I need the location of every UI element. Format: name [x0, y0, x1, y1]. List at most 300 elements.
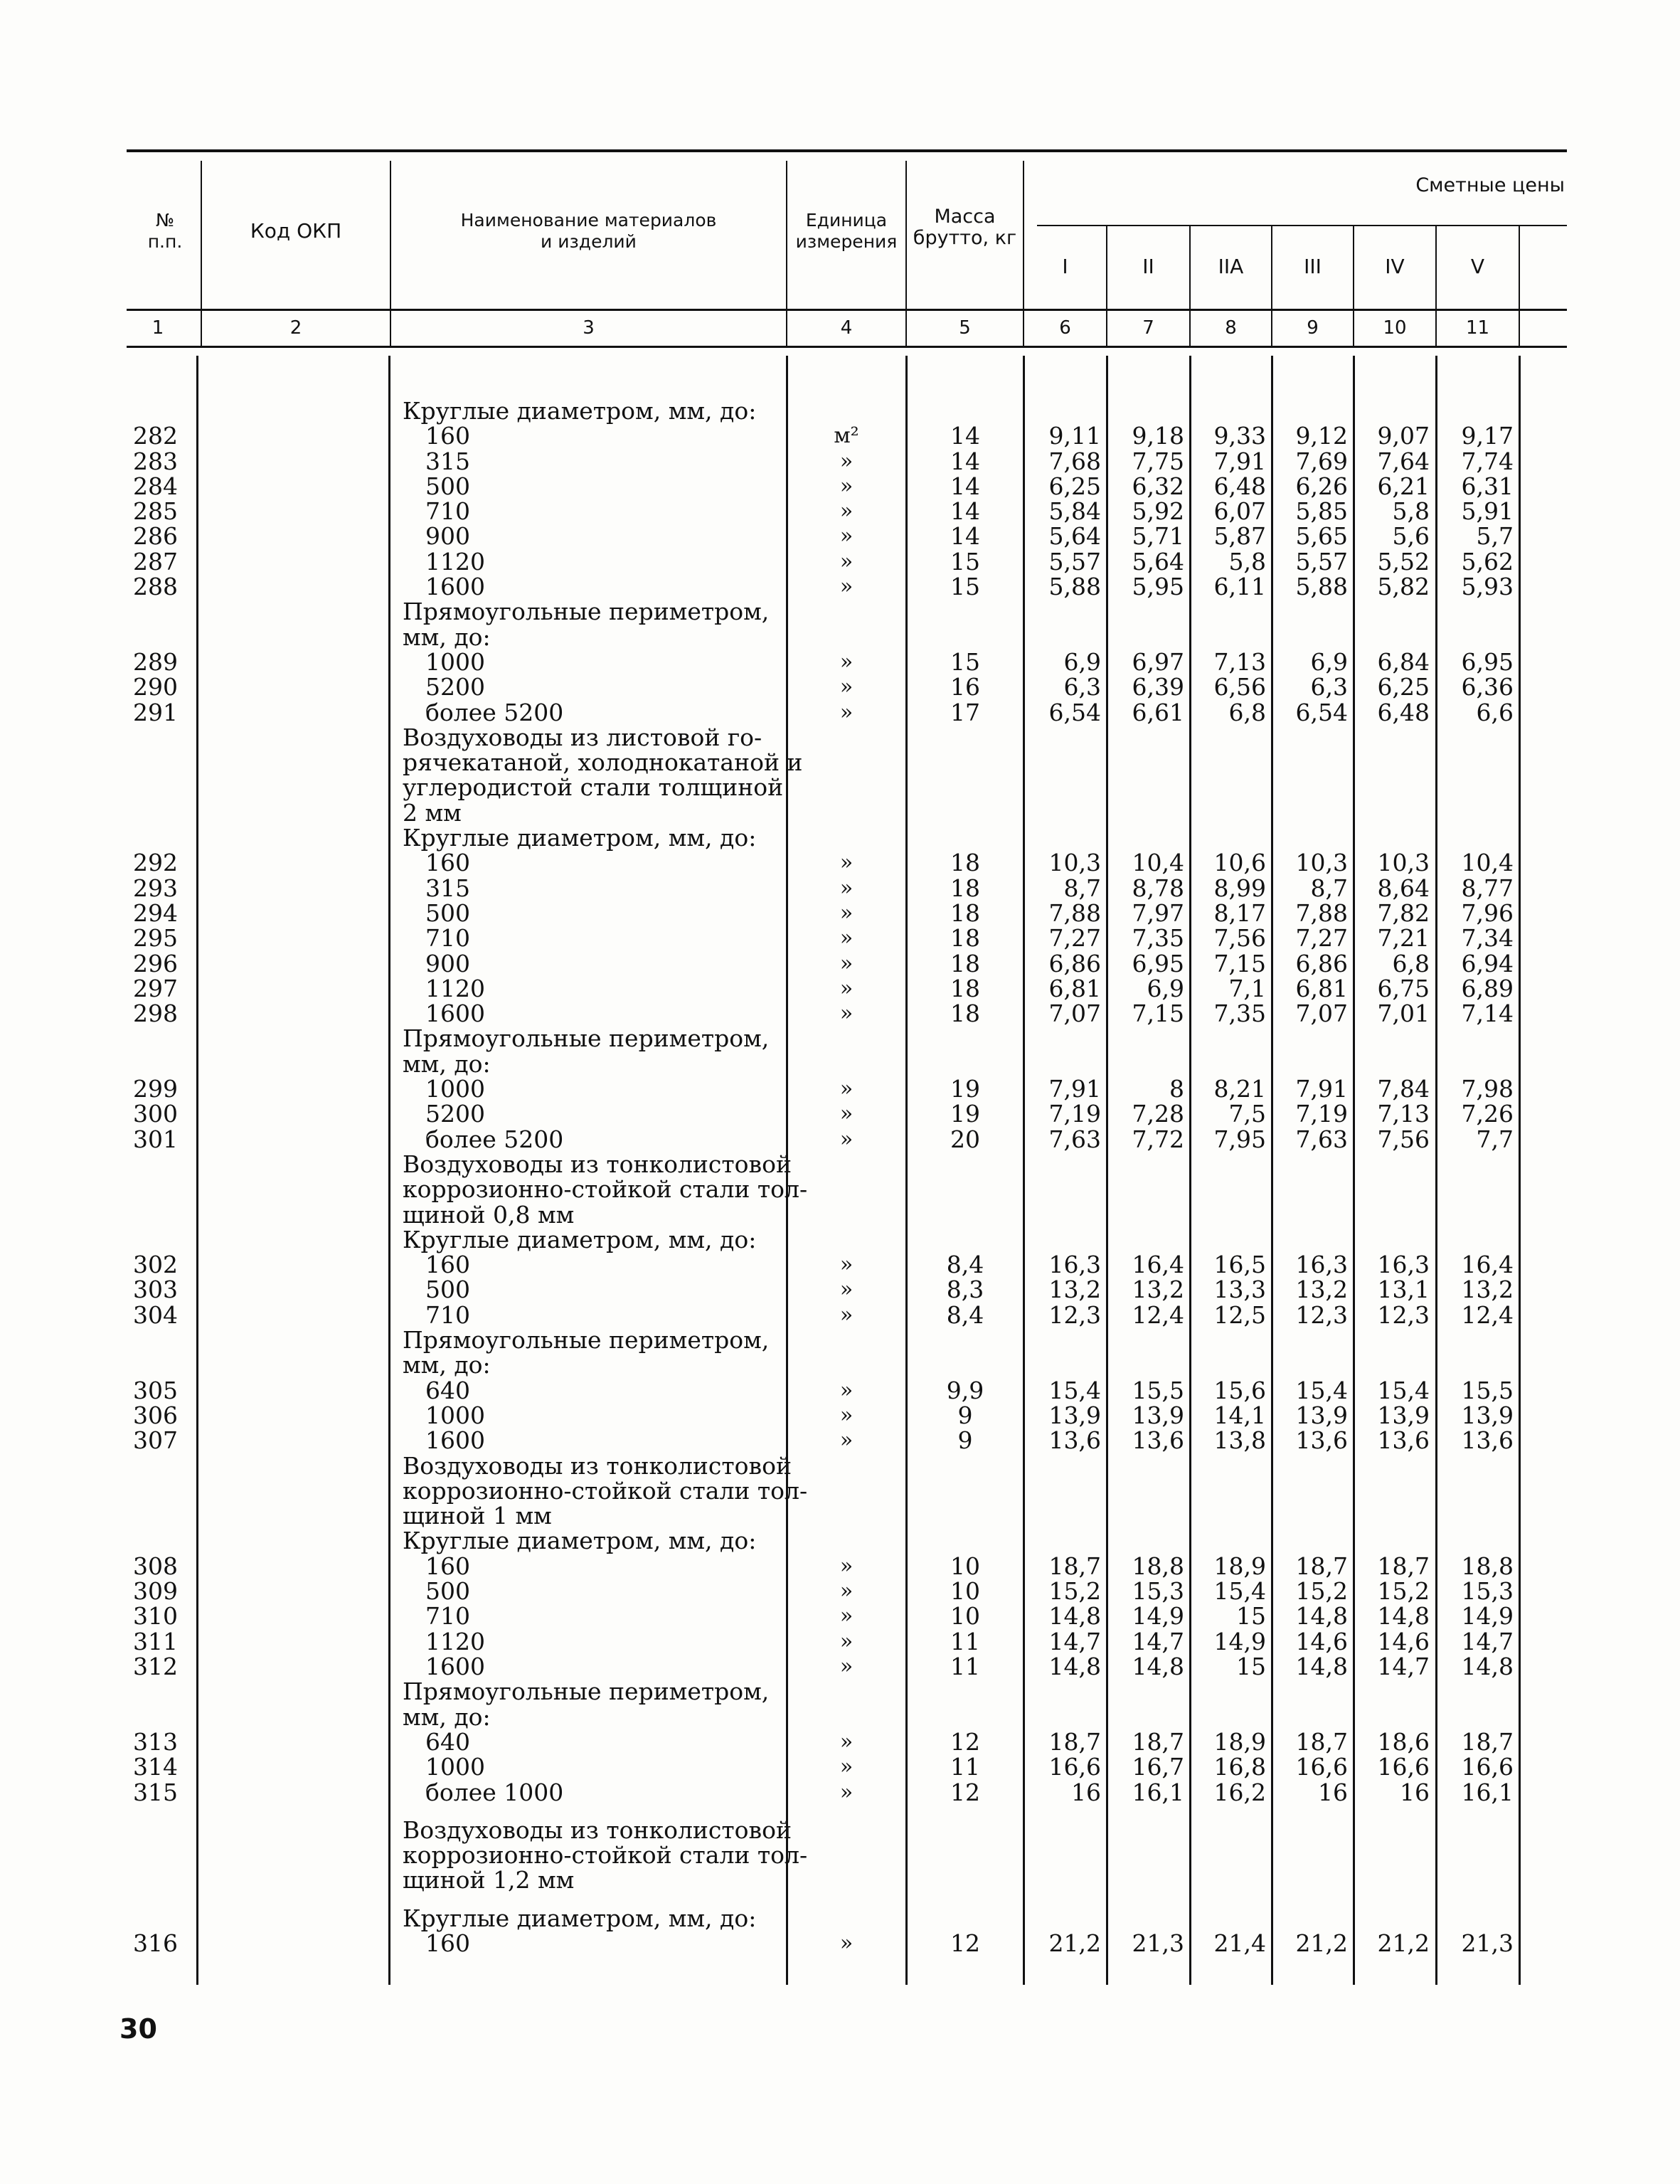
price-zone-3: 13,3 — [1213, 1276, 1266, 1303]
price-zone-6: 7,26 — [1461, 1100, 1514, 1128]
body-divider — [905, 356, 908, 1985]
row-name: 500 — [425, 472, 470, 500]
row-name: 1120 — [425, 1628, 485, 1655]
price-zone-5: 6,21 — [1377, 472, 1430, 500]
price-zone-2: 6,97 — [1132, 648, 1184, 676]
price-zone-1: 10,3 — [1048, 849, 1101, 876]
price-zone-1: 9,11 — [1048, 422, 1101, 450]
row-number: 311 — [133, 1628, 178, 1655]
row-mass: 11 — [950, 1753, 980, 1781]
price-zone-4: 12,3 — [1295, 1301, 1348, 1329]
price-zone-6: 15,5 — [1461, 1377, 1514, 1404]
price-zone-2: 18,7 — [1132, 1728, 1184, 1756]
price-zone-4: 7,69 — [1295, 447, 1348, 475]
row-name: 900 — [425, 522, 470, 550]
section-heading: щиной 1 мм — [403, 1502, 552, 1530]
price-zone-5: 16,3 — [1377, 1251, 1430, 1278]
price-zone-3: 6,48 — [1213, 472, 1266, 500]
price-zone-4: 14,8 — [1295, 1602, 1348, 1630]
row-unit: » — [839, 700, 854, 725]
top-rule — [127, 149, 1567, 152]
row-name: 500 — [425, 899, 470, 927]
section-heading: щиной 0,8 мм — [403, 1201, 575, 1229]
zone-I: I — [1062, 255, 1068, 278]
price-zone-3: 8,21 — [1213, 1075, 1266, 1103]
zone-III: III — [1304, 255, 1322, 278]
row-unit: » — [839, 976, 854, 1001]
row-number: 316 — [133, 1929, 178, 1957]
body-divider — [1106, 356, 1108, 1985]
price-zone-4: 7,27 — [1295, 924, 1348, 952]
price-zone-3: 18,9 — [1213, 1728, 1266, 1756]
price-zone-2: 16,7 — [1132, 1753, 1184, 1781]
price-zone-4: 6,9 — [1310, 648, 1348, 676]
row-mass: 19 — [950, 1100, 980, 1128]
price-zone-6: 16,1 — [1461, 1779, 1514, 1806]
price-zone-6: 7,96 — [1461, 899, 1514, 927]
price-zone-1: 13,6 — [1048, 1426, 1101, 1454]
row-unit: » — [839, 901, 854, 926]
row-unit: » — [839, 1780, 854, 1805]
price-zone-6: 9,17 — [1461, 422, 1514, 450]
row-unit: » — [839, 1076, 854, 1101]
row-number: 283 — [133, 447, 178, 475]
row-mass: 14 — [950, 422, 980, 450]
price-zone-5: 7,84 — [1377, 1075, 1430, 1103]
colnum-8: 8 — [1225, 317, 1237, 339]
price-zone-3: 7,35 — [1213, 1000, 1266, 1027]
colnum-7: 7 — [1142, 317, 1154, 339]
price-zone-4: 6,54 — [1295, 699, 1348, 726]
price-zone-2: 7,72 — [1132, 1125, 1184, 1153]
section-heading: Прямоугольные периметром, — [403, 1677, 770, 1705]
price-zone-4: 7,07 — [1295, 1000, 1348, 1027]
price-zone-1: 7,88 — [1048, 899, 1101, 927]
colnum-bottom-rule — [127, 346, 1567, 348]
price-zone-5: 6,84 — [1377, 648, 1430, 676]
colnum-6: 6 — [1059, 317, 1071, 339]
price-zone-2: 6,61 — [1132, 699, 1184, 726]
row-name: 710 — [425, 1602, 470, 1630]
price-zone-6: 21,3 — [1461, 1929, 1514, 1957]
price-zone-2: 16,1 — [1132, 1779, 1184, 1806]
row-unit: » — [839, 1001, 854, 1026]
price-zone-3: 15 — [1236, 1653, 1266, 1680]
price-zone-6: 6,36 — [1461, 673, 1514, 701]
section-heading: 2 мм — [403, 799, 462, 827]
colnum-3: 3 — [583, 317, 595, 339]
price-zone-4: 16 — [1318, 1779, 1348, 1806]
price-zone-3: 14,9 — [1213, 1628, 1266, 1655]
row-name: 160 — [425, 1929, 470, 1957]
price-zone-6: 6,31 — [1461, 472, 1514, 500]
row-unit: » — [839, 1603, 854, 1628]
row-number: 300 — [133, 1100, 178, 1128]
price-zone-5: 10,3 — [1377, 849, 1430, 876]
row-mass: 9 — [957, 1401, 973, 1429]
price-zone-1: 6,9 — [1063, 648, 1101, 676]
price-zone-2: 10,4 — [1132, 849, 1184, 876]
row-unit: » — [839, 1252, 854, 1277]
price-zone-2: 6,39 — [1132, 673, 1184, 701]
row-unit: » — [839, 524, 854, 548]
row-unit: » — [839, 574, 854, 599]
price-zone-3: 7,91 — [1213, 447, 1266, 475]
price-zone-4: 8,7 — [1310, 874, 1348, 902]
row-number: 297 — [133, 975, 178, 1002]
row-unit: » — [839, 850, 854, 875]
row-name: более 1000 — [425, 1779, 564, 1806]
row-mass: 8,4 — [946, 1301, 984, 1329]
price-zone-2: 12,4 — [1132, 1301, 1184, 1329]
price-zone-6: 7,98 — [1461, 1075, 1514, 1103]
price-zone-4: 6,81 — [1295, 975, 1348, 1002]
header-prices: Сметные цены — [1415, 174, 1565, 196]
row-name: 500 — [425, 1577, 470, 1605]
price-zone-5: 15,2 — [1377, 1577, 1430, 1605]
row-number: 286 — [133, 522, 178, 550]
section-heading: мм, до: — [403, 1050, 491, 1078]
row-number: 291 — [133, 699, 178, 726]
price-zone-2: 13,9 — [1132, 1401, 1184, 1429]
row-name: 160 — [425, 422, 470, 450]
price-zone-5: 5,8 — [1392, 497, 1430, 525]
row-mass: 18 — [950, 1000, 980, 1027]
row-number: 308 — [133, 1552, 178, 1580]
price-zone-1: 7,68 — [1048, 447, 1101, 475]
price-zone-5: 7,21 — [1377, 924, 1430, 952]
price-zone-4: 13,2 — [1295, 1276, 1348, 1303]
price-zone-5: 7,82 — [1377, 899, 1430, 927]
price-zone-3: 10,6 — [1213, 849, 1266, 876]
row-number: 302 — [133, 1251, 178, 1278]
price-zone-2: 5,92 — [1132, 497, 1184, 525]
row-unit: » — [839, 1754, 854, 1779]
price-zone-6: 6,6 — [1476, 699, 1514, 726]
price-zone-4: 5,57 — [1295, 548, 1348, 576]
price-zone-5: 13,9 — [1377, 1401, 1430, 1429]
body-divider — [196, 356, 198, 1985]
price-zone-3: 15,6 — [1213, 1377, 1266, 1404]
price-zone-6: 7,74 — [1461, 447, 1514, 475]
price-zone-2: 7,35 — [1132, 924, 1184, 952]
row-mass: 8,3 — [946, 1276, 984, 1303]
colnum-1: 1 — [151, 317, 164, 339]
row-unit: м² — [834, 423, 859, 448]
row-number: 305 — [133, 1377, 178, 1404]
price-zone-5: 14,7 — [1377, 1653, 1430, 1680]
price-zone-6: 6,95 — [1461, 648, 1514, 676]
row-unit: » — [839, 926, 854, 950]
row-mass: 12 — [950, 1728, 980, 1756]
price-zone-6: 7,14 — [1461, 1000, 1514, 1027]
row-mass: 15 — [950, 573, 980, 600]
price-zone-5: 5,6 — [1392, 522, 1430, 550]
section-heading: Круглые диаметром, мм, до: — [403, 1527, 757, 1554]
row-number: 307 — [133, 1426, 178, 1454]
section-heading: Круглые диаметром, мм, до: — [403, 1904, 757, 1932]
price-zone-2: 14,9 — [1132, 1602, 1184, 1630]
row-name: 710 — [425, 924, 470, 952]
colnum-9: 9 — [1307, 317, 1319, 339]
row-name: 640 — [425, 1728, 470, 1756]
row-number: 290 — [133, 673, 178, 701]
price-zone-6: 7,34 — [1461, 924, 1514, 952]
row-name: 160 — [425, 1251, 470, 1278]
price-zone-4: 16,3 — [1295, 1251, 1348, 1278]
price-zone-5: 18,7 — [1377, 1552, 1430, 1580]
price-zone-2: 5,95 — [1132, 573, 1184, 600]
price-zone-2: 8,78 — [1132, 874, 1184, 902]
row-number: 312 — [133, 1653, 178, 1680]
row-number: 292 — [133, 849, 178, 876]
price-zone-5: 6,48 — [1377, 699, 1430, 726]
row-mass: 10 — [950, 1552, 980, 1580]
row-mass: 10 — [950, 1602, 980, 1630]
price-zone-3: 6,11 — [1213, 573, 1266, 600]
price-zone-6: 14,8 — [1461, 1653, 1514, 1680]
row-mass: 12 — [950, 1779, 980, 1806]
row-unit: » — [839, 1629, 854, 1654]
price-zone-2: 6,32 — [1132, 472, 1184, 500]
row-mass: 17 — [950, 699, 980, 726]
row-name: 1600 — [425, 573, 485, 600]
row-mass: 9,9 — [946, 1377, 984, 1404]
price-zone-1: 5,64 — [1048, 522, 1101, 550]
row-number: 315 — [133, 1779, 178, 1806]
zone-subheader-rule — [1037, 225, 1567, 226]
row-number: 296 — [133, 950, 178, 977]
price-zone-6: 16,4 — [1461, 1251, 1514, 1278]
price-zone-6: 13,2 — [1461, 1276, 1514, 1303]
row-mass: 14 — [950, 472, 980, 500]
price-zone-1: 21,2 — [1048, 1929, 1101, 1957]
row-mass: 18 — [950, 924, 980, 952]
page-number: 30 — [119, 2013, 157, 2045]
price-zone-4: 6,3 — [1310, 673, 1348, 701]
price-zone-4: 5,85 — [1295, 497, 1348, 525]
price-zone-5: 13,6 — [1377, 1426, 1430, 1454]
row-unit: » — [839, 1579, 854, 1603]
price-zone-3: 12,5 — [1213, 1301, 1266, 1329]
colnum-10: 10 — [1383, 317, 1407, 339]
price-zone-6: 7,7 — [1476, 1125, 1514, 1153]
row-number: 284 — [133, 472, 178, 500]
header-okp: Код ОКП — [250, 219, 342, 243]
price-zone-2: 6,95 — [1132, 950, 1184, 977]
zone-II: II — [1142, 255, 1154, 278]
price-zone-2: 21,3 — [1132, 1929, 1184, 1957]
row-name: 1120 — [425, 548, 485, 576]
price-zone-2: 7,75 — [1132, 447, 1184, 475]
price-zone-6: 5,62 — [1461, 548, 1514, 576]
row-name: 710 — [425, 1301, 470, 1329]
header-name: Наименование материалов и изделий — [460, 210, 717, 252]
body-divider — [388, 356, 390, 1985]
price-zone-4: 15,4 — [1295, 1377, 1348, 1404]
price-zone-1: 6,3 — [1063, 673, 1101, 701]
row-mass: 11 — [950, 1653, 980, 1680]
price-zone-5: 9,07 — [1377, 422, 1430, 450]
price-zone-5: 8,64 — [1377, 874, 1430, 902]
price-zone-6: 5,93 — [1461, 573, 1514, 600]
row-number: 289 — [133, 648, 178, 676]
price-zone-3: 14,1 — [1213, 1401, 1266, 1429]
price-zone-2: 9,18 — [1132, 422, 1184, 450]
section-heading: Круглые диаметром, мм, до: — [403, 824, 757, 852]
row-unit: » — [839, 951, 854, 976]
row-name: более 5200 — [425, 699, 564, 726]
row-mass: 14 — [950, 497, 980, 525]
price-zone-2: 15,5 — [1132, 1377, 1184, 1404]
section-heading: Прямоугольные периметром, — [403, 1326, 770, 1354]
row-unit: » — [839, 474, 854, 499]
price-zone-3: 7,56 — [1213, 924, 1266, 952]
row-number: 293 — [133, 874, 178, 902]
row-name: 1600 — [425, 1653, 485, 1680]
price-zone-6: 14,9 — [1461, 1602, 1514, 1630]
price-zone-5: 6,8 — [1392, 950, 1430, 977]
price-zone-2: 18,8 — [1132, 1552, 1184, 1580]
row-name: более 5200 — [425, 1125, 564, 1153]
price-zone-1: 5,57 — [1048, 548, 1101, 576]
price-zone-5: 5,52 — [1377, 548, 1430, 576]
price-zone-6: 18,8 — [1461, 1552, 1514, 1580]
price-zone-5: 18,6 — [1377, 1728, 1430, 1756]
row-unit: » — [839, 1654, 854, 1679]
price-zone-6: 5,7 — [1476, 522, 1514, 550]
zone-IV: IV — [1385, 255, 1405, 278]
row-name: 1000 — [425, 1401, 485, 1429]
section-heading: Прямоугольные периметром, — [403, 1024, 770, 1052]
price-zone-6: 5,91 — [1461, 497, 1514, 525]
row-unit: » — [839, 650, 854, 674]
price-zone-1: 13,2 — [1048, 1276, 1101, 1303]
row-name: 900 — [425, 950, 470, 977]
price-zone-6: 18,7 — [1461, 1728, 1514, 1756]
price-zone-4: 13,9 — [1295, 1401, 1348, 1429]
row-number: 309 — [133, 1577, 178, 1605]
price-zone-2: 5,71 — [1132, 522, 1184, 550]
price-zone-6: 8,77 — [1461, 874, 1514, 902]
price-zone-3: 6,8 — [1228, 699, 1266, 726]
row-mass: 18 — [950, 975, 980, 1002]
row-unit: » — [839, 1931, 854, 1956]
price-zone-5: 21,2 — [1377, 1929, 1430, 1957]
row-unit: » — [839, 1127, 854, 1152]
price-zone-3: 7,95 — [1213, 1125, 1266, 1153]
row-unit: » — [839, 1101, 854, 1126]
price-zone-1: 18,7 — [1048, 1552, 1101, 1580]
price-zone-3: 8,17 — [1213, 899, 1266, 927]
row-number: 314 — [133, 1753, 178, 1781]
row-number: 287 — [133, 548, 178, 576]
row-mass: 15 — [950, 548, 980, 576]
price-zone-3: 16,2 — [1213, 1779, 1266, 1806]
price-zone-3: 21,4 — [1213, 1929, 1266, 1957]
row-number: 299 — [133, 1075, 178, 1103]
row-name: 1600 — [425, 1426, 485, 1454]
colnum-11: 11 — [1465, 317, 1490, 339]
price-zone-4: 7,91 — [1295, 1075, 1348, 1103]
price-zone-5: 6,25 — [1377, 673, 1430, 701]
price-zone-3: 7,13 — [1213, 648, 1266, 676]
row-mass: 9 — [957, 1426, 973, 1454]
colnum-2: 2 — [289, 317, 302, 339]
row-number: 282 — [133, 422, 178, 450]
price-zone-6: 13,9 — [1461, 1401, 1514, 1429]
row-name: 710 — [425, 497, 470, 525]
price-zone-4: 13,6 — [1295, 1426, 1348, 1454]
price-zone-6: 13,6 — [1461, 1426, 1514, 1454]
row-unit: » — [839, 1277, 854, 1302]
price-zone-4: 18,7 — [1295, 1728, 1348, 1756]
section-heading: мм, до: — [403, 1703, 491, 1731]
section-heading: Круглые диаметром, мм, до: — [403, 397, 757, 425]
colnum-4: 4 — [840, 317, 853, 339]
header-unit: Единица измерения — [795, 210, 898, 252]
price-zone-4: 15,2 — [1295, 1577, 1348, 1605]
row-name: 1000 — [425, 1753, 485, 1781]
price-zone-4: 9,12 — [1295, 422, 1348, 450]
row-number: 301 — [133, 1125, 178, 1153]
price-zone-3: 16,5 — [1213, 1251, 1266, 1278]
section-heading: Круглые диаметром, мм, до: — [403, 1226, 757, 1253]
row-number: 285 — [133, 497, 178, 525]
section-heading: мм, до: — [403, 623, 491, 651]
row-number: 303 — [133, 1276, 178, 1303]
row-unit: » — [839, 499, 854, 524]
price-zone-5: 7,64 — [1377, 447, 1430, 475]
price-zone-6: 10,4 — [1461, 849, 1514, 876]
price-zone-1: 7,63 — [1048, 1125, 1101, 1153]
price-zone-6: 15,3 — [1461, 1577, 1514, 1605]
row-number: 313 — [133, 1728, 178, 1756]
section-heading: коррозионно-стойкой стали тол- — [403, 1841, 808, 1869]
price-zone-2: 13,6 — [1132, 1426, 1184, 1454]
price-zone-1: 5,84 — [1048, 497, 1101, 525]
row-unit: » — [839, 449, 854, 474]
price-zone-3: 5,87 — [1213, 522, 1266, 550]
row-number: 306 — [133, 1401, 178, 1429]
section-heading: Воздуховоды из тонколистовой — [403, 1150, 792, 1178]
price-zone-1: 14,8 — [1048, 1602, 1101, 1630]
price-zone-2: 8 — [1169, 1075, 1184, 1103]
price-zone-4: 6,86 — [1295, 950, 1348, 977]
price-zone-6: 6,94 — [1461, 950, 1514, 977]
row-name: 1000 — [425, 1075, 485, 1103]
row-unit: » — [839, 876, 854, 901]
price-zone-3: 18,9 — [1213, 1552, 1266, 1580]
price-zone-4: 21,2 — [1295, 1929, 1348, 1957]
row-mass: 19 — [950, 1075, 980, 1103]
price-zone-5: 14,6 — [1377, 1628, 1430, 1655]
row-mass: 18 — [950, 950, 980, 977]
section-heading: мм, до: — [403, 1351, 491, 1379]
price-zone-4: 7,88 — [1295, 899, 1348, 927]
price-zone-5: 16,6 — [1377, 1753, 1430, 1781]
price-zone-3: 7,5 — [1228, 1100, 1266, 1128]
row-number: 310 — [133, 1602, 178, 1630]
row-name: 315 — [425, 874, 470, 902]
row-mass: 18 — [950, 899, 980, 927]
price-zone-5: 14,8 — [1377, 1602, 1430, 1630]
row-mass: 11 — [950, 1628, 980, 1655]
row-mass: 14 — [950, 522, 980, 550]
price-zone-4: 7,19 — [1295, 1100, 1348, 1128]
colnum-5: 5 — [959, 317, 971, 339]
body-divider — [1189, 356, 1191, 1985]
